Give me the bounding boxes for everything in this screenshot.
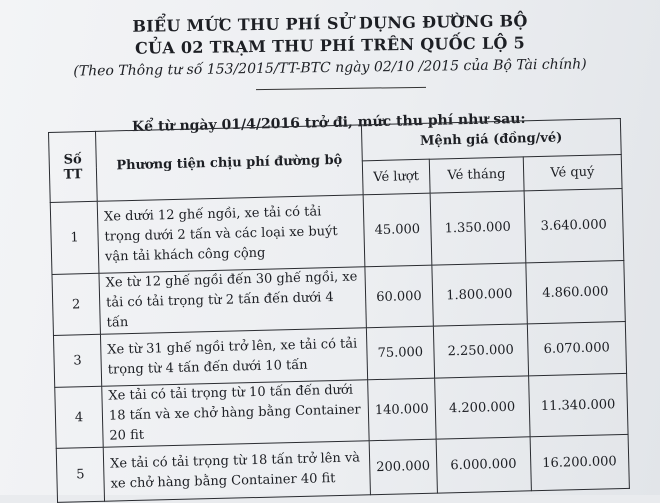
row-stt: 5 — [56, 447, 104, 502]
row-vehicle: Xe tải có tải trọng từ 18 tấn trở lên và xe chở hàng bằng Container 40 fit — [103, 441, 370, 501]
title-divider — [256, 87, 426, 90]
row-vehicle: Xe từ 31 ghế ngồi trở lên, xe tải có tải trọng từ 4 tấn đến dưới 10 tấn — [100, 328, 367, 386]
row-vehicle: Xe dưới 12 ghế ngồi, xe tải có tải trọng dưới 2 tấn và các loại xe buýt vận tải khách công cộng — [97, 195, 365, 273]
row-vehicle: Xe từ 12 ghế ngồi đến 30 ghế ngồi, xe tải có tải trọng từ 2 tấn đến dưới 4 tấn — [99, 267, 366, 334]
row-quarterly: 16.200.000 — [530, 434, 629, 490]
row-monthly: 1.800.000 — [432, 263, 527, 326]
fee-table-container — [48, 118, 630, 503]
row-stt: 2 — [52, 273, 100, 335]
document-subtitle: (Theo Thông tư số 153/2015/TT-BTC ngày 02/10 /2015 của Bộ Tài chính) — [73, 56, 587, 80]
table-row — [50, 188, 623, 274]
header-quarterly: Vé quý — [523, 155, 622, 191]
row-quarterly: 4.860.000 — [526, 260, 625, 323]
row-quarterly: 6.070.000 — [527, 321, 626, 375]
row-per-trip: 45.000 — [363, 193, 432, 267]
row-monthly: 2.250.000 — [433, 324, 528, 378]
header-stt: Số TT — [49, 131, 98, 202]
header-price-group: Mệnh giá (đồng/vé) — [361, 119, 621, 161]
fee-table — [48, 118, 630, 503]
row-per-trip: 60.000 — [365, 265, 433, 328]
row-stt: 1 — [50, 201, 99, 274]
effective-date-note: Kể từ ngày 01/4/2016 trở đi, mức thu phí như sau: — [131, 110, 526, 136]
document-title-line1: BIỂU MỨC THU PHÍ SỬ DỤNG ĐƯỜNG BỘ — [132, 11, 528, 36]
row-monthly: 6.000.000 — [436, 437, 531, 493]
row-quarterly: 3.640.000 — [524, 188, 624, 262]
row-per-trip: 200.000 — [369, 439, 437, 495]
row-vehicle: Xe tải có tải trọng từ 10 tấn đến dưới 18 tấn và xe chở hàng bằng Container 20 fit — [102, 380, 369, 447]
header-monthly: Vé tháng — [429, 157, 524, 193]
row-per-trip: 140.000 — [368, 378, 436, 441]
row-monthly: 1.350.000 — [430, 191, 526, 265]
header-per-trip: Vé lượt — [362, 159, 430, 195]
document-title-line2: CỦA 02 TRẠM THU PHÍ TRÊN QUỐC LỘ 5 — [134, 33, 526, 58]
row-stt: 3 — [53, 334, 101, 387]
row-monthly: 4.200.000 — [434, 376, 529, 439]
header-vehicle: Phương tiện chịu phí đường bộ — [95, 125, 363, 201]
row-quarterly: 11.340.000 — [528, 373, 627, 436]
row-per-trip: 75.000 — [366, 326, 434, 380]
row-stt: 4 — [55, 386, 103, 448]
